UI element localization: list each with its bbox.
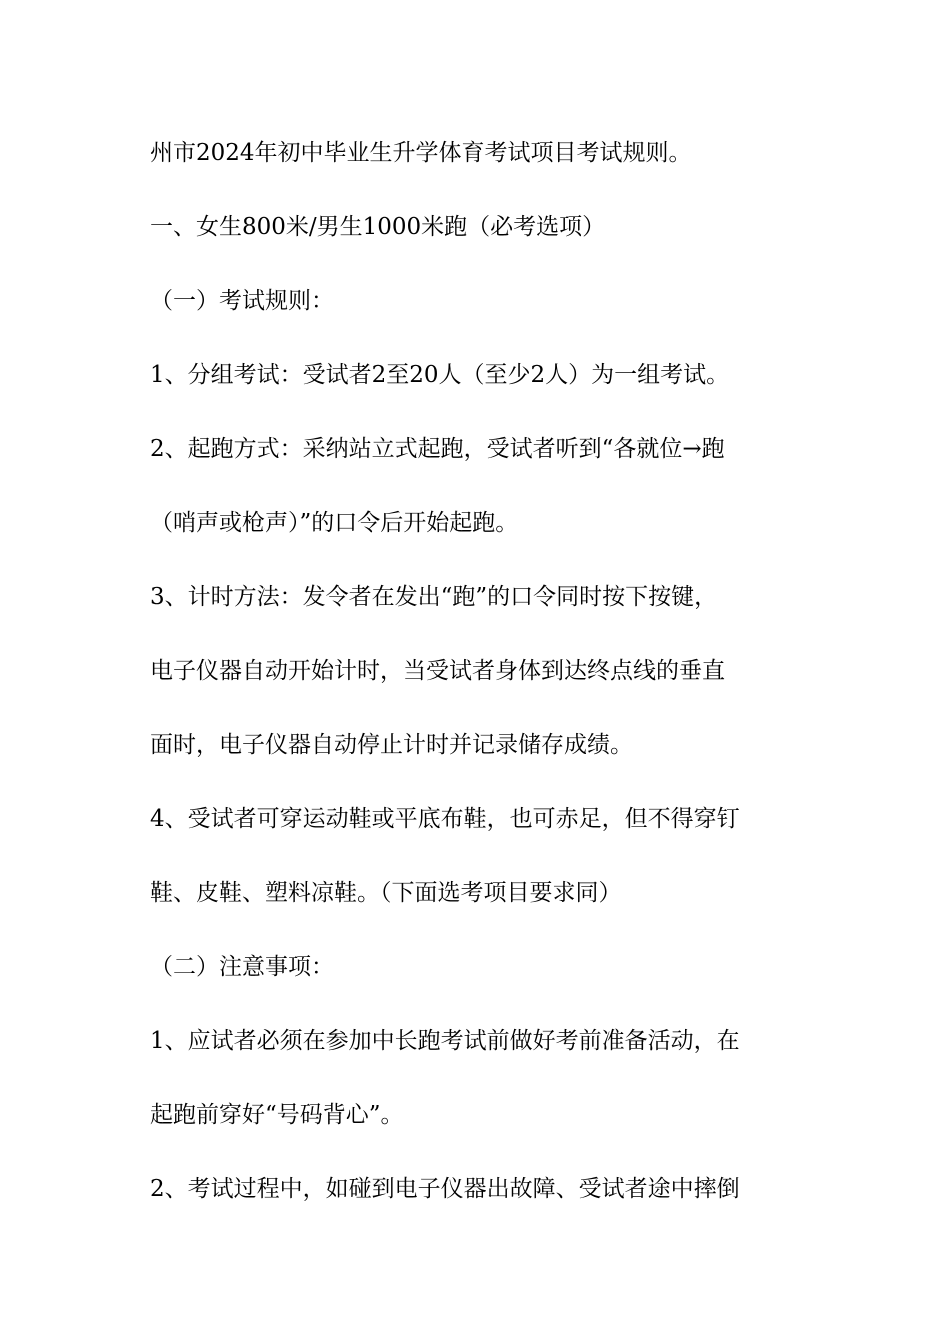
text-line: 1、分组考试：受试者2至20人（至少2人）为一组考试。 xyxy=(150,362,730,388)
text-line: 州市2024年初中毕业生升学体育考试项目考试规则。 xyxy=(150,140,692,166)
text-line: 4、受试者可穿运动鞋或平底布鞋，也可赤足，但不得穿钉 xyxy=(150,806,740,832)
text-line: 起跑前穿好“号码背心”。 xyxy=(150,1102,404,1128)
subsection-heading: （一）考试规则： xyxy=(150,288,334,314)
text-line: 1、应试者必须在参加中长跑考试前做好考前准备活动，在 xyxy=(150,1028,740,1054)
text-line: 面时，电子仪器自动停止计时并记录储存成绩。 xyxy=(150,732,633,758)
text-line: 电子仪器自动开始计时，当受试者身体到达终点线的垂直 xyxy=(150,658,725,684)
section-heading: 一、女生800米/男生1000米跑（必考选项） xyxy=(150,214,606,240)
text-line: （哨声或枪声）”的口令后开始起跑。 xyxy=(150,510,519,536)
text-line: 3、计时方法：发令者在发出“跑”的口令同时按下按键， xyxy=(150,584,718,610)
subsection-heading: （二）注意事项： xyxy=(150,954,334,980)
text-line: 2、考试过程中，如碰到电子仪器出故障、受试者途中摔倒 xyxy=(150,1176,740,1202)
text-line: 2、起跑方式：采纳站立式起跑，受试者听到“各就位→跑 xyxy=(150,436,725,462)
text-line: 鞋、皮鞋、塑料凉鞋。（下面选考项目要求同） xyxy=(150,880,622,906)
